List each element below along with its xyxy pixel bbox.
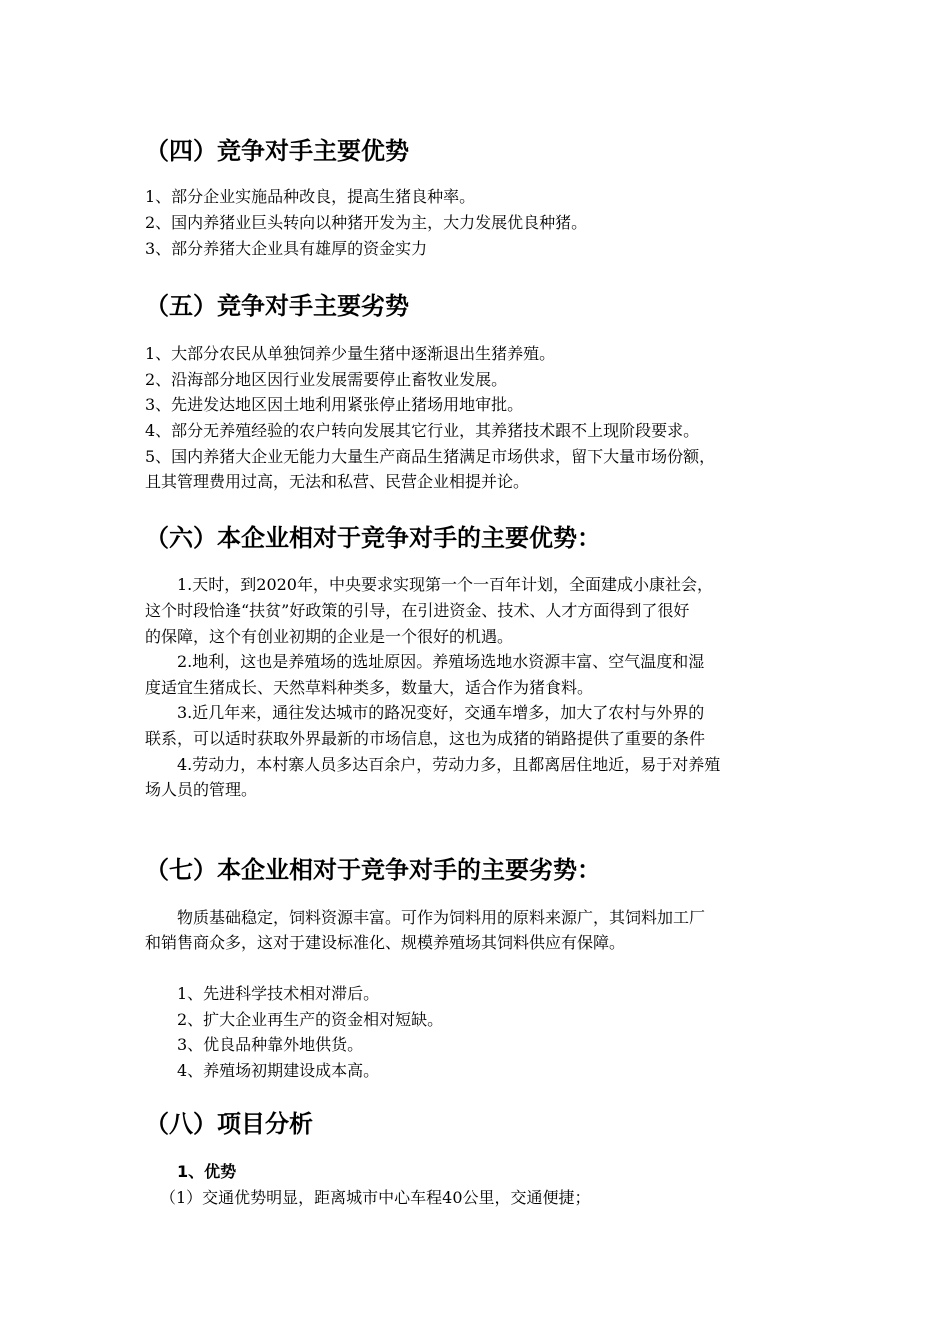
- list-item: 1、先进科学技术相对滞后。: [177, 984, 380, 1003]
- list-item: 2、国内养猪业巨头转向以种猪开发为主，大力发展优良种猪。: [145, 213, 588, 232]
- paragraph-line: 物质基础稳定，饲料资源丰富。可作为饲料用的原料来源广，其饲料加工厂: [177, 908, 706, 927]
- section-heading-5: （五）竞争对手主要劣势: [145, 292, 409, 320]
- section-heading-6: （六）本企业相对于竞争对手的主要优势：: [145, 524, 601, 552]
- paragraph-line: 的保障，这个有创业初期的企业是一个很好的机遇。: [145, 627, 514, 646]
- list-item: 3、优良品种靠外地供货。: [177, 1035, 364, 1054]
- list-item: 4、养殖场初期建设成本高。: [177, 1061, 380, 1080]
- list-item: 1、部分企业实施品种改良，提高生猪良种率。: [145, 187, 476, 206]
- list-item-continuation: 且其管理费用过高，无法和私营、民营企业相提并论。: [145, 472, 530, 491]
- paragraph-line: 度适宜生猪成长、天然草料种类多，数量大，适合作为猪食料。: [145, 678, 594, 697]
- section-heading-7: （七）本企业相对于竞争对手的主要劣势：: [145, 856, 601, 884]
- paragraph-line: 4.劳动力，本村寨人员多达百余户，劳动力多，且都离居住地近，易于对养殖: [177, 755, 721, 774]
- section-heading-4: （四）竞争对手主要优势: [145, 137, 409, 165]
- list-item: 2、沿海部分地区因行业发展需要停止畜牧业发展。: [145, 370, 508, 389]
- section-heading-8: （八）项目分析: [145, 1110, 313, 1138]
- list-item: 2、扩大企业再生产的资金相对短缺。: [177, 1010, 444, 1029]
- paragraph-line: 场人员的管理。: [145, 780, 258, 799]
- list-item: 3、先进发达地区因土地利用紧张停止猪场用地审批。: [145, 395, 524, 414]
- paragraph-line: 联系，可以适时获取外界最新的市场信息，这也为成猪的销路提供了重要的条件: [145, 729, 706, 748]
- paragraph-line: 2.地利，这也是养殖场的选址原因。养殖场选地水资源丰富、空气温度和湿: [177, 652, 705, 671]
- paragraph-line: 3.近几年来，通往发达城市的路况变好，交通车增多，加大了农村与外界的: [177, 703, 705, 722]
- paragraph-line: （1）交通优势明显，距离城市中心车程40公里，交通便捷；: [160, 1188, 591, 1207]
- list-item: 1、大部分农民从单独饲养少量生猪中逐渐退出生猪养殖。: [145, 344, 556, 363]
- paragraph-line: 这个时段恰逢“扶贫”好政策的引导，在引进资金、技术、人才方面得到了很好: [145, 601, 690, 620]
- paragraph-line: 1.天时，到2020年，中央要求实现第一个一百年计划，全面建成小康社会，: [177, 575, 713, 594]
- list-item: 4、部分无养殖经验的农户转向发展其它行业，其养猪技术跟不上现阶段要求。: [145, 421, 700, 440]
- subheading-advantages: 1、优势: [177, 1162, 237, 1181]
- list-item: 3、部分养猪大企业具有雄厚的资金实力: [145, 239, 428, 258]
- paragraph-line: 和销售商众多，这对于建设标准化、规模养殖场其饲料供应有保障。: [145, 933, 626, 952]
- list-item: 5、国内养猪大企业无能力大量生产商品生猪满足市场供求，留下大量市场份额，: [145, 447, 716, 466]
